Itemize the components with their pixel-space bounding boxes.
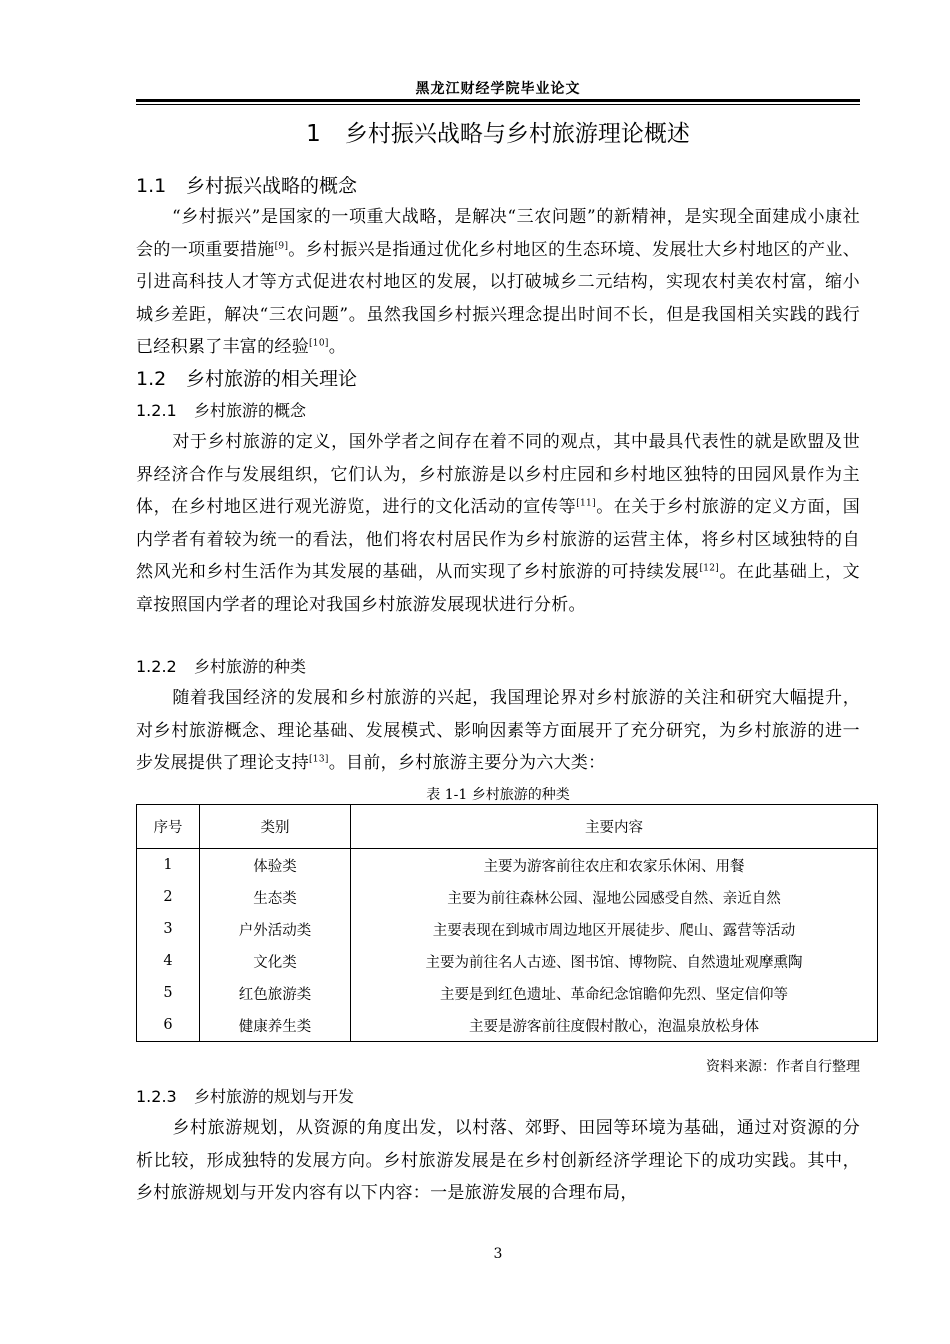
table-cell: 红色旅游类	[200, 977, 351, 1009]
subsection-number: 1.2.2	[136, 657, 177, 676]
table-cell: 3	[137, 913, 200, 945]
table-cell: 6	[137, 1009, 200, 1042]
citation-ref: [13]	[309, 754, 329, 765]
header-rule-thick	[136, 99, 860, 102]
table-cell: 主要为前往森林公园、湿地公园感受自然、亲近自然	[351, 881, 878, 913]
chapter-number: 1	[306, 121, 321, 147]
chapter-title	[136, 115, 860, 148]
table-cell: 文化类	[200, 945, 351, 977]
header-rule-thin	[136, 104, 860, 105]
table-row	[137, 977, 878, 1009]
table-cell: 2	[137, 881, 200, 913]
table-cell: 主要表现在到城市周边地区开展徒步、爬山、露营等活动	[351, 913, 878, 945]
section-title: 乡村振兴战略的概念	[186, 175, 358, 197]
table-cell: 主要为前往名人古迹、图书馆、博物院、自然遗址观摩熏陶	[351, 945, 878, 977]
citation-ref: [12]	[699, 563, 720, 574]
subsection-heading-1-2-2	[136, 654, 306, 677]
subsection-heading-1-2-3	[136, 1084, 354, 1107]
table-header-cell: 序号	[137, 805, 200, 849]
table-header-row	[137, 805, 878, 849]
subsection-number: 1.2.3	[136, 1087, 177, 1106]
table-header-cell: 类别	[200, 805, 351, 849]
chapter-title-text: 乡村振兴战略与乡村旅游理论概述	[344, 121, 690, 147]
paragraph-text: 。乡村振兴是指通过优化乡村地区的生态环境、发展壮大乡村地区的产业、引进高科技人才等方式促进农村地区的发展，以打破城乡二元结构，实现农村美农村富，缩小城乡差距，解决“三农问题”。虽然我国乡村振兴理念提出时间不长，但是我国相关实践的践行已经积累了丰富的经验	[136, 239, 860, 357]
paragraph-text: 对于乡村旅游的定义，国外学者之间存在着不同的观点，其中最具代表性的就是欧盟及世界经济合作与发展组织，它们认为，乡村旅游是以乡村庄园和乡村地区独特的田园风景作为主体，在乡村地区进行观光游览，进行的文化活动的宣传等	[136, 432, 860, 517]
section-title: 乡村旅游的相关理论	[186, 368, 358, 390]
section-heading-1-2	[136, 364, 357, 391]
citation-ref: [10]	[309, 338, 329, 349]
table-cell: 主要是游客前往度假村散心，泡温泉放松身体	[351, 1009, 878, 1042]
table-cell: 主要是到红色遗址、革命纪念馆瞻仰先烈、坚定信仰等	[351, 977, 878, 1009]
citation-ref: [11]	[576, 498, 596, 509]
running-header: 黑龙江财经学院毕业论文	[415, 81, 581, 97]
table-cell: 1	[137, 849, 200, 882]
table-cell: 生态类	[200, 881, 351, 913]
table-row	[137, 1009, 878, 1042]
subsection-title: 乡村旅游的规划与开发	[194, 1087, 355, 1106]
table-source-note: 资料来源：作者自行整理	[706, 1059, 860, 1075]
paragraph-text: 。在此基础上，文章按照国内学者的理论对我国乡村旅游发展现状进行分析。	[136, 562, 860, 615]
table-cell: 体验类	[200, 849, 351, 882]
paragraph-text: 。在关于乡村旅游的定义方面，国内学者有着较为统一的看法，他们将农村居民作为乡村旅游的运营主体，将乡村区域独特的自然风光和乡村生活作为其发展的基础，从而实现了乡村旅游的可持续发展	[136, 497, 861, 582]
table-row	[137, 945, 878, 977]
section-heading-1-1	[136, 171, 357, 198]
paragraph-1-2-3	[136, 1112, 860, 1210]
paragraph-text: 随着我国经济的发展和乡村旅游的兴起，我国理论界对乡村旅游的关注和研究大幅提升，对乡村旅游概念、理论基础、发展模式、影响因素等方面展开了充分研究，为乡村旅游的进一步发展提供了理论支持	[136, 688, 860, 773]
subsection-heading-1-2-1	[136, 398, 306, 421]
table-cell: 健康养生类	[200, 1009, 351, 1042]
paragraph-1-2-1	[136, 426, 860, 621]
paragraph-1-2-2	[136, 682, 860, 780]
table-caption: 表 1-1 乡村旅游的种类	[426, 787, 570, 803]
paragraph-text: 乡村旅游规划，从资源的角度出发，以村落、郊野、田园等环境为基础，通过对资源的分析比较，形成独特的发展方向。乡村旅游发展是在乡村创新经济学理论下的成功实践。其中，乡村旅游规划与开发内容有以下内容：一是旅游发展的合理布局，	[136, 1118, 860, 1203]
paragraph-text: “乡村振兴”是国家的一项重大战略，是解决“三农问题”的新精神，是实现全面建成小康社会的一项重要措施	[136, 207, 860, 260]
table-cell: 户外活动类	[200, 913, 351, 945]
paragraph-text: 。目前，乡村旅游主要分为六大类：	[328, 753, 606, 773]
table-cell: 主要为游客前往农庄和农家乐休闲、用餐	[351, 849, 878, 882]
table-cell: 4	[137, 945, 200, 977]
citation-ref: [9]	[274, 240, 289, 251]
subsection-title: 乡村旅游的概念	[194, 401, 307, 420]
paragraph-1-1	[136, 201, 860, 364]
table-cell: 5	[137, 977, 200, 1009]
page-number: 3	[493, 1246, 503, 1262]
table-row	[137, 913, 878, 945]
subsection-number: 1.2.1	[136, 401, 177, 420]
rural-tourism-types-table	[136, 804, 878, 1042]
table-header-cell: 主要内容	[351, 805, 878, 849]
section-number: 1.2	[136, 368, 167, 390]
subsection-title: 乡村旅游的种类	[194, 657, 307, 676]
section-number: 1.1	[136, 175, 167, 197]
table-row	[137, 881, 878, 913]
table-row	[137, 849, 878, 882]
paragraph-text: 。	[328, 337, 346, 357]
